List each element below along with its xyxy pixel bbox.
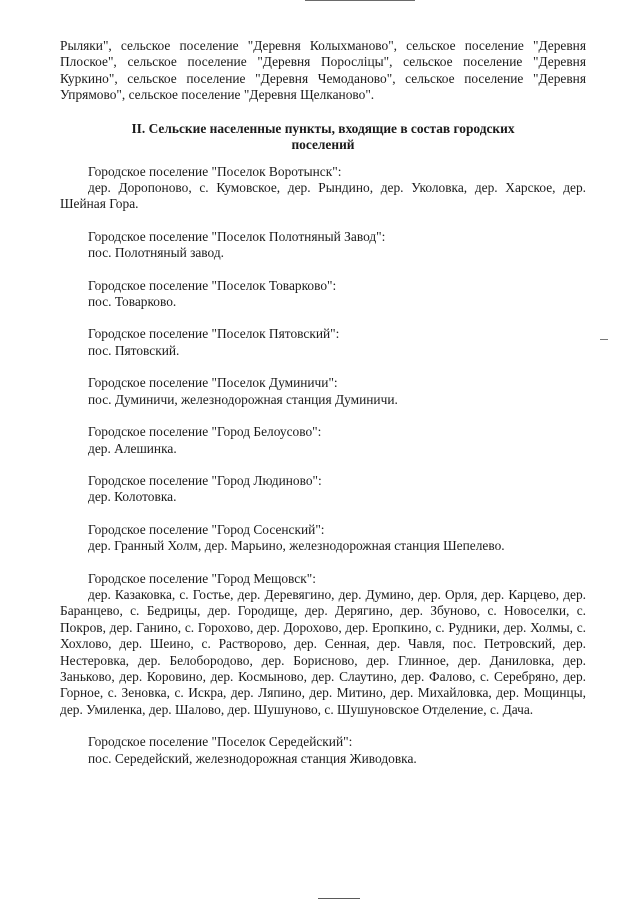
settlement-title: Городское поселение "Поселок Думиничи": bbox=[88, 375, 338, 391]
settlement-body: пос. Пятовский. bbox=[88, 342, 180, 358]
scan-speck bbox=[600, 339, 608, 340]
document-body bbox=[60, 38, 586, 783]
settlement-title: Городское поселение "Поселок Воротынск": bbox=[88, 163, 342, 179]
settlement-title: Городское поселение "Поселок Пятовский": bbox=[88, 326, 340, 342]
settlement-block bbox=[60, 473, 586, 506]
settlement-block bbox=[60, 522, 586, 555]
settlement-body: дер. Колотовка. bbox=[88, 489, 177, 505]
settlement-block bbox=[60, 229, 586, 262]
settlement-title: Городское поселение "Поселок Середейский": bbox=[88, 734, 353, 750]
settlement-body: дер. Алешинка. bbox=[88, 440, 177, 456]
settlement-title: Городское поселение "Город Сосенский": bbox=[88, 521, 325, 537]
scan-edge-mark bbox=[305, 0, 415, 1]
settlement-block bbox=[60, 278, 586, 311]
settlement-block bbox=[60, 734, 586, 767]
section-heading: II. Сельские населенные пункты, входящие в состав городских поселений bbox=[131, 120, 515, 152]
settlement-title: Городское поселение "Поселок Товарково": bbox=[88, 277, 337, 293]
settlement-title: Городское поселение "Город Мещовск": bbox=[88, 570, 316, 586]
settlement-body: дер. Казаковка, с. Гостье, дер. Деревягино, дер. Думино, дер. Орля, дер. Карцево, дер. Баранцево, с. Бедрицы, дер. Городище, дер. Дерягино, дер. Збуново, с. Новоселки, с. Покров, дер. Ганино, с. Горохово, дер. Дорохово, дер. Еропкино, с. Рудники, дер. Холмы, с. Хохлово, дер. Шеино, с. Растворово, дер. Сенная, дер. Чавля, пос. Петровский, дер. Нестеровка, дер. Белобородово, дер. Борисново, дер. Глинное, дер. Даниловка, дер. Заньково, дер. Коровино, дер. Космыново, дер. Слаутино, дер. Фалово, с. Серебряно, дер. Горное, с. Зеновка, с. Искра, дер. Ляпино, дер. Митино, дер. Михайловка, дер. Мощинцы, дер. Умиленка, дер. Шалово, дер. Шушуново, с. Шушуновское Отделение, с. Дача. bbox=[60, 586, 586, 717]
settlement-title: Городское поселение "Поселок Полотняный Завод": bbox=[88, 228, 386, 244]
settlement-block bbox=[60, 164, 586, 213]
settlement-body: пос. Думиничи, железнодорожная станция Думиничи. bbox=[88, 391, 398, 407]
settlement-body: дер. Доропоново, с. Кумовское, дер. Рындино, дер. Уколовка, дер. Харское, дер. Шейная Гора. bbox=[60, 180, 586, 212]
settlement-title: Городское поселение "Город Белоусово": bbox=[88, 424, 322, 440]
intro-paragraph: Рыляки", сельское поселение "Деревня Колыхманово", сельское поселение "Деревня Плоское", сельское поселение "Деревня Поросліцы", сельское поселение "Деревня Куркино", сельское поселение "Деревня Чемоданово", сельское поселение "Деревня Упрямово", сельское поселение "Деревня Щелканово". bbox=[60, 38, 586, 103]
settlement-block bbox=[60, 375, 586, 408]
scan-edge-mark bbox=[318, 898, 360, 899]
settlement-block bbox=[60, 571, 586, 719]
settlement-title: Городское поселение "Город Людиново": bbox=[88, 472, 322, 488]
settlement-body: дер. Гранный Холм, дер. Марьино, железнодорожная станция Шепелево. bbox=[88, 538, 505, 554]
settlement-body: пос. Середейский, железнодорожная станция Живодовка. bbox=[88, 750, 417, 766]
settlement-block bbox=[60, 326, 586, 359]
settlement-body: пос. Полотняный завод. bbox=[88, 245, 225, 261]
settlement-block bbox=[60, 424, 586, 457]
settlement-body: пос. Товарково. bbox=[88, 294, 177, 310]
